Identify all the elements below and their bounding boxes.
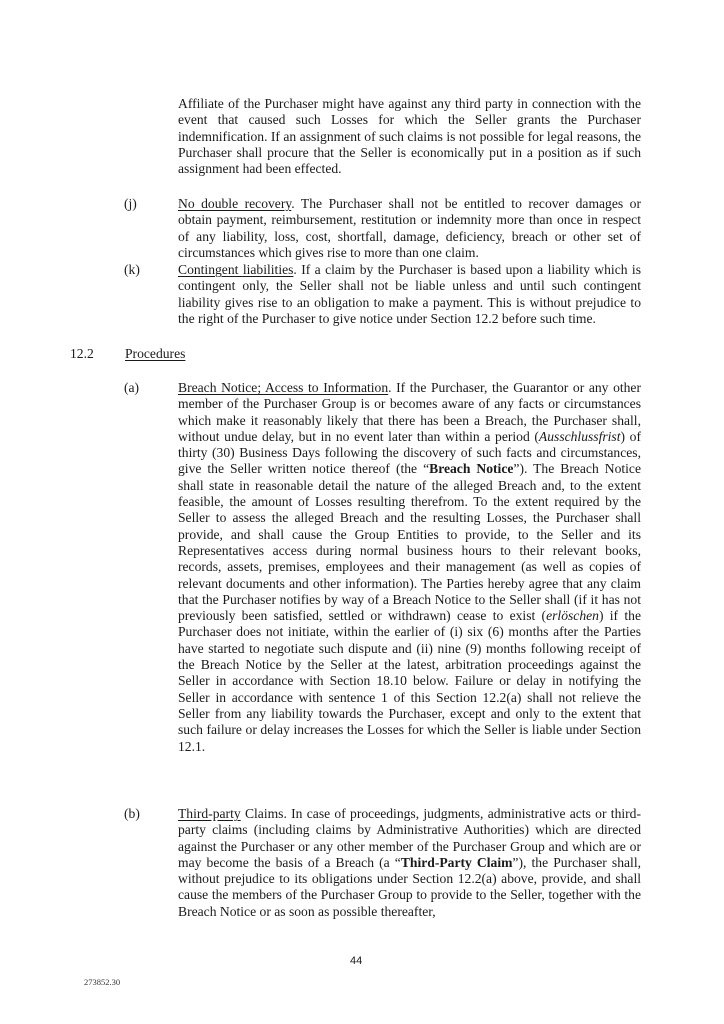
- item-a-text-3: ”). The Breach Notice shall state in reasonable detail the nature of the alleged Breach and, to the extent feasible, the amount of Losses resulting therefrom. To the extent required by the Seller to assess the alleged Breach and the resulting Losses, the Purchaser shall provide, and shall cause the Group Entities to provide, to the Seller and its Representatives access during normal business hours to their relevant books, records, assets, premises, employees and their management (as well as copies of relevant documents and other information). The Parties hereby agree that any claim that the Purchaser notifies by way of a Breach Notice to the Seller shall (if it has not previously been satisfied, settled or withdrawn) cease to exist (: [178, 461, 641, 624]
- item-b-title: Third-party: [178, 806, 241, 821]
- item-a-defined-term: Breach Notice: [429, 461, 514, 477]
- item-a-italic-term-1: Ausschlussfrist: [538, 428, 621, 444]
- item-label-a: (a): [124, 380, 140, 395]
- item-a-title: Breach Notice; Access to Information: [178, 380, 389, 395]
- item-a-text-4: ) if the Purchaser does not initiate, within the earlier of (i) six (6) months after the Parties have started to negotiate such dispute and (ii) nine (9) months following receipt of the Breach Notice by the Seller at the latest, arbitration proceedings against the Seller in accordance with Section 18.10 below. Failure or delay in notifying the Seller in accordance with sentence 1 of this Section 12.2(a) shall not relieve the Seller from any liability towards the Purchaser, except and only to the extent that such failure or delay increases the Losses for which the Seller is liable under Section 12.1.: [178, 608, 641, 754]
- item-b-text-2: ”), the Purchaser shall, without prejudice to its obligations under Section 12.2(a) above, provide, and shall cause the members of the Purchaser Group to provide to the Seller, together with the Breach Notice or as soon as possible thereafter,: [178, 854, 641, 919]
- item-label-b: (b): [124, 806, 140, 821]
- section-title: Procedures: [125, 346, 186, 361]
- item-k-text: . If a claim by the Purchaser is based upon a liability which is contingent only, the Seller shall not be liable unless and until such contingent liability gives rise to an obligation to make a payment. This is without prejudice to the right of the Purchaser to give notice under Section 12.2 before such time.: [178, 262, 641, 326]
- item-b-paragraph: [178, 806, 641, 920]
- continuation-paragraph: Affiliate of the Purchaser might have against any third party in connection with the event that caused such Losses for which the Seller grants the Purchaser indemnification. If an assignment of such claims is not possible for legal reasons, the Purchaser shall procure that the Seller is economically put in a position as if such assignment had been effected.: [178, 96, 641, 177]
- item-j-paragraph: [178, 196, 641, 261]
- item-a-text-1: . If the Purchaser, the Guarantor or any other member of the Purchaser Group is or becomes aware of any facts or circumstances which make it reasonably likely that there has been a Breach, the Purchaser shall, without undue delay, but in no event later than within a period (: [178, 380, 641, 444]
- item-label-j: (j): [124, 196, 137, 211]
- item-b-defined-term: Third-Party Claim: [400, 854, 513, 870]
- item-label-k: (k): [124, 262, 140, 277]
- section-number: 12.2: [70, 346, 94, 361]
- page-number: 44: [350, 955, 363, 967]
- item-a-text-2: ) of thirty (30) Business Days following the discovery of such facts and circumstances, give the Seller written notice thereof (the “: [178, 428, 641, 477]
- item-a-italic-term-2: erlöschen: [546, 608, 599, 624]
- document-id: 273852.30: [84, 977, 121, 987]
- item-k-paragraph: [178, 262, 641, 327]
- item-k-title: Contingent liabilities: [178, 262, 294, 277]
- item-j-title: No double recovery: [178, 196, 292, 211]
- item-j-text: . The Purchaser shall not be entitled to recover damages or obtain payment, reimbursement, restitution or indemnity more than once in respect of any liability, loss, cost, shortfall, damage, deficiency, breach or other set of circumstances which gives rise to more than one claim.: [178, 196, 642, 260]
- item-b-text-1: Claims. In case of proceedings, judgments, administrative acts or third-party claims (including claims by Administrative Authorities) which are directed against the Purchaser or any other member of the Purchaser Group and which are or may become the basis of a Breach (a “: [178, 806, 641, 870]
- item-a-paragraph: [178, 380, 641, 755]
